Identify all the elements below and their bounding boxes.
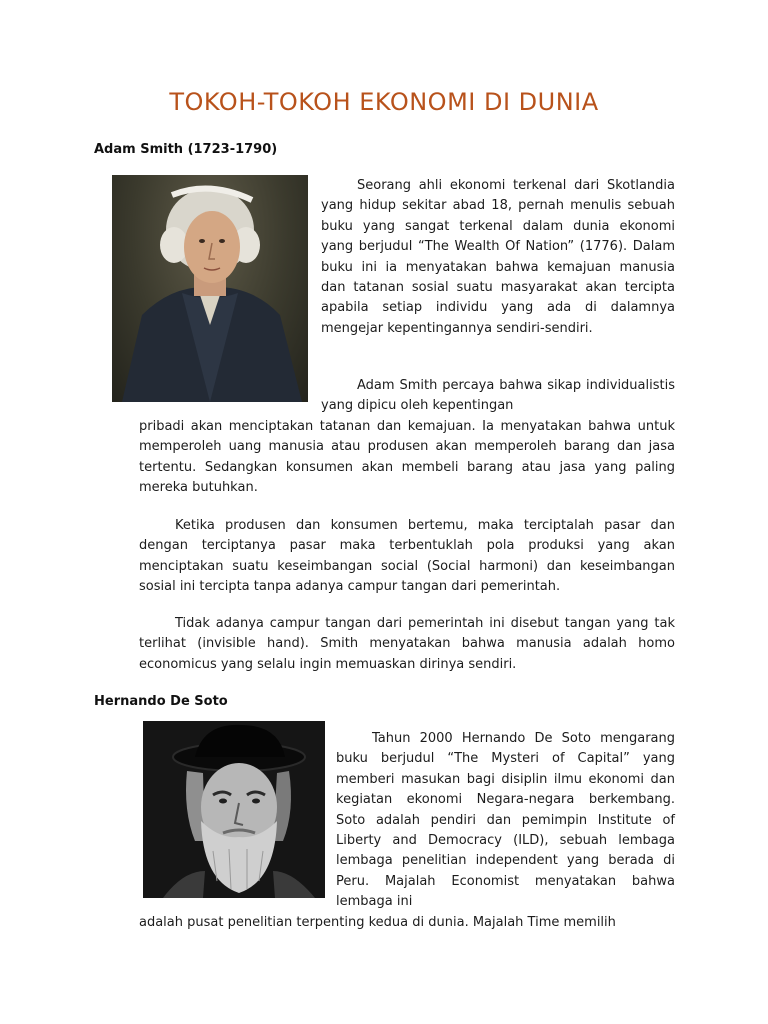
adam-smith-paragraph-4: Tidak adanya campur tangan dari pemerintah ini disebut tangan yang tak terlihat (invisible hand). Smith menyatakan bahwa manusia adalah homo economicus yang selalu ingin memuaskan dirinya sendiri. [139,616,675,672]
adam-smith-paragraph-2-continued: pribadi akan menciptakan tatanan dan kemajuan. Ia menyatakan bahwa untuk memperoleh uang manusia atau produsen akan memperoleh barang dan jasa tertentu. Sedangkan konsumen akan membeli barang atau jasa yang paling mereka butuhkan. [139,419,675,496]
adam-smith-paragraph-1: Seorang ahli ekonomi terkenal dari Skotlandia yang hidup sekitar abad 18, pernah menulis sebuah buku yang sangat terkenal dalam dunia ekonomi yang berjudul “The Wealth Of Nation” (1776). Dalam buku ini ia menyatakan bahwa kemajuan manusia dan tatanan sosial suatu masyarakat akan tercipta apabila setiap individu yang ada di dalamnya mengejar kepentingannya sendiri-sendiri. [321,178,675,336]
hernando-de-soto-portrait [143,721,325,898]
adam-smith-portrait [112,175,308,402]
page-title: TOKOH-TOKOH EKONOMI DI DUNIA [169,88,599,116]
section-heading-hernando-de-soto: Hernando De Soto [94,694,228,709]
de-soto-paragraph-1-continued: adalah pusat penelitian terpenting kedua di dunia. Majalah Time memilih [139,915,616,930]
adam-smith-paragraph-2-start: Adam Smith percaya bahwa sikap individualistis yang dipicu oleh kepentingan [321,378,675,414]
de-soto-paragraph-1: Tahun 2000 Hernando De Soto mengarang buku berjudul “The Mysteri of Capital” yang memberi masukan bagi disiplin ilmu ekonomi dan kegiatan ekonomi Negara-negara berkembang. Soto adalah pendiri dan pemimpin Institute of Liberty and Democracy (ILD), sebuah lembaga lembaga penelitian independent yang berada di Peru. Majalah Economist menyatakan bahwa lembaga ini [336,731,675,910]
section-heading-adam-smith: Adam Smith (1723-1790) [94,142,278,157]
adam-smith-paragraph-3: Ketika produsen dan konsumen bertemu, maka terciptalah pasar dan dengan terciptanya pasar maka terbentuklah pola produksi yang akan menciptakan suatu keseimbangan social (Social harmoni) dan keseimbangan sosial ini tercipta tanpa adanya campur tangan dari pemerintah. [139,518,675,595]
